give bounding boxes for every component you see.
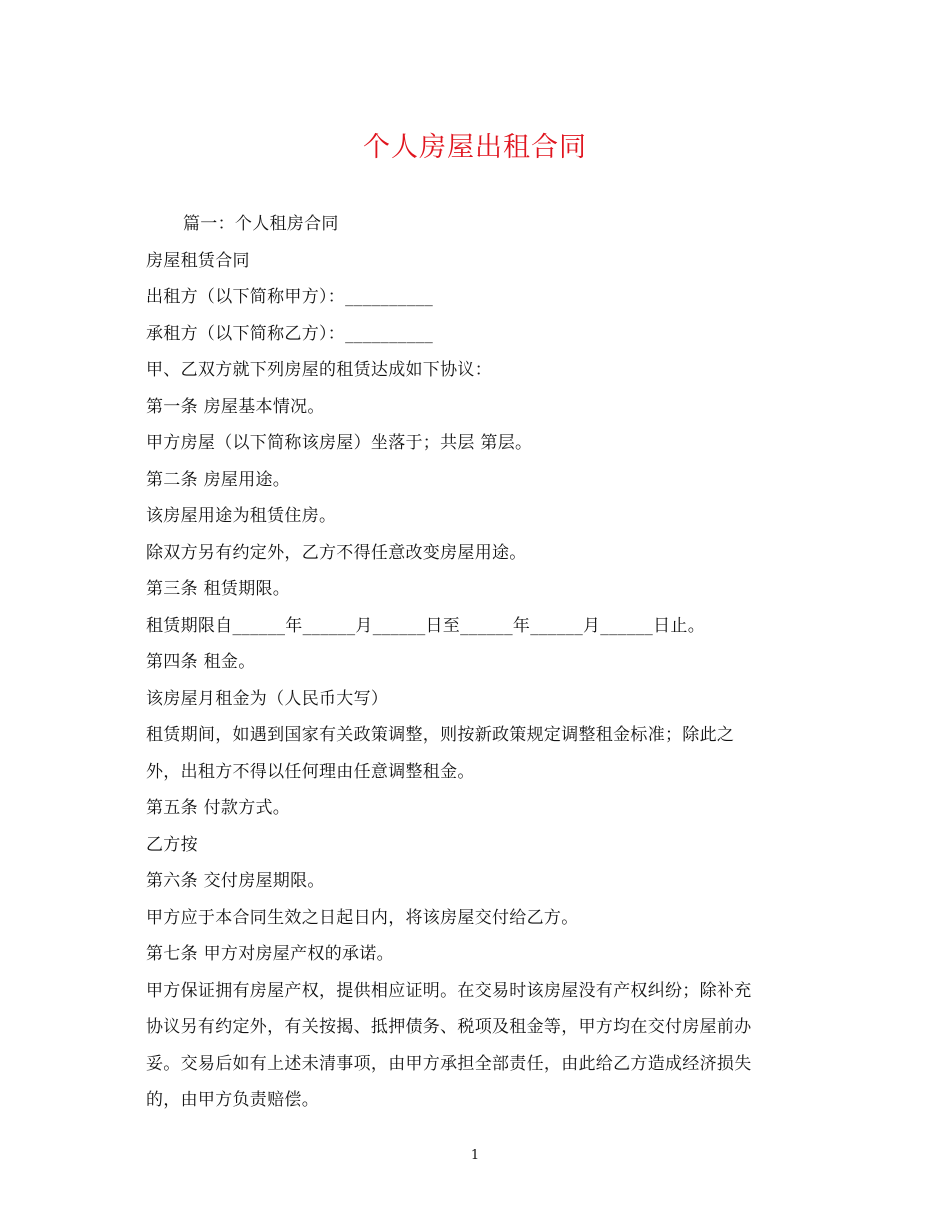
article-heading: 第一条 房屋基本情况。 bbox=[146, 396, 325, 417]
paragraph: 乙方按 bbox=[146, 834, 198, 855]
section-heading: 篇一：个人租房合同 bbox=[183, 214, 339, 234]
document-body bbox=[146, 206, 806, 1119]
article-heading: 第四条 租金。 bbox=[146, 652, 256, 672]
article-heading: 第七条 甲方对房屋产权的承诺。 bbox=[146, 944, 394, 964]
paragraph: 租赁期间，如遇到国家有关政策调整，则按新政策规定调整租金标准；除此之 bbox=[146, 725, 735, 745]
article-heading: 第二条 房屋用途。 bbox=[146, 469, 291, 490]
document-title: 个人房屋出租合同 bbox=[363, 132, 587, 163]
paragraph: 协议另有约定外，有关按揭、抵押债务、税项及租金等，甲方均在交付房屋前办 bbox=[146, 1017, 752, 1037]
lease-term-field: 租赁期限自______年______月______日至______年______月______日止。 bbox=[146, 615, 705, 636]
paragraph: 妥。交易后如有上述未清事项，由甲方承担全部责任，由此给乙方造成经济损失 bbox=[146, 1053, 752, 1074]
lessee-field: 承租方（以下简称乙方）：__________ bbox=[146, 323, 434, 344]
page-number: 1 bbox=[470, 1148, 480, 1163]
paragraph: 该房屋月租金为（人民币大写） bbox=[146, 688, 389, 709]
article-heading: 第五条 付款方式。 bbox=[146, 798, 291, 818]
paragraph: 甲方保证拥有房屋产权，提供相应证明。在交易时该房屋没有产权纠纷；除补充 bbox=[146, 980, 752, 1001]
paragraph: 除双方另有约定外，乙方不得任意改变房屋用途。 bbox=[146, 542, 527, 563]
paragraph: 该房屋用途为租赁住房。 bbox=[146, 506, 337, 526]
paragraph: 的，由甲方负责赔偿。 bbox=[146, 1090, 319, 1110]
paragraph: 甲方应于本合同生效之日起日内，将该房屋交付给乙方。 bbox=[146, 907, 579, 928]
lessor-field: 出租方（以下简称甲方）：__________ bbox=[146, 287, 434, 307]
article-heading: 第六条 交付房屋期限。 bbox=[146, 871, 325, 891]
article-heading: 第三条 租赁期限。 bbox=[146, 579, 291, 599]
paragraph: 甲方房屋（以下简称该房屋）坐落于；共层 第层。 bbox=[146, 433, 533, 453]
paragraph: 外，出租方不得以任何理由任意调整租金。 bbox=[146, 761, 475, 782]
paragraph: 甲、乙双方就下列房屋的租赁达成如下协议： bbox=[146, 360, 492, 380]
contract-name: 房屋租赁合同 bbox=[146, 250, 250, 271]
